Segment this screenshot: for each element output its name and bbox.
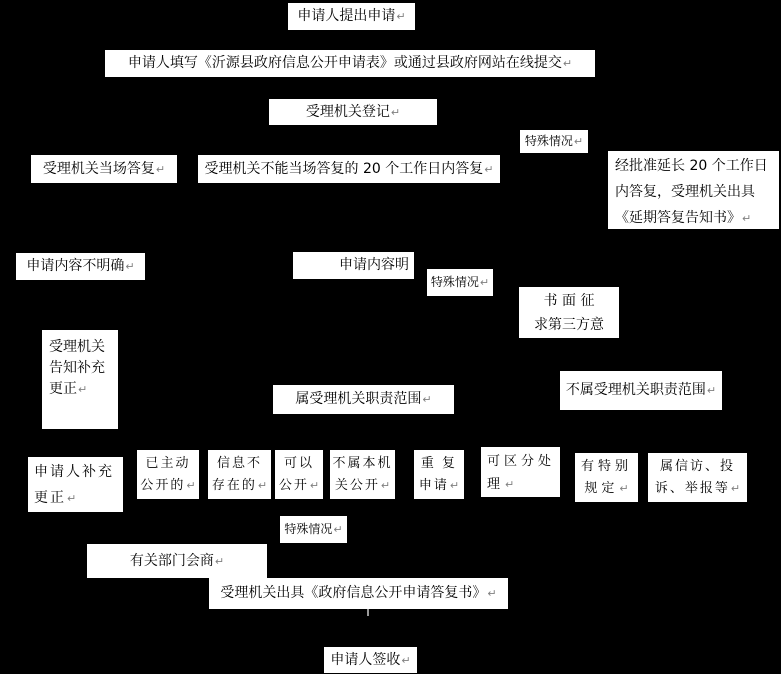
node-label: 申请内容不明确 xyxy=(26,258,125,274)
node-label: 申请人补充 更正 xyxy=(34,464,114,506)
return-mark-icon: ↵ xyxy=(401,653,411,667)
flow-node-can-be-disclosed xyxy=(275,450,323,499)
return-mark-icon: ↵ xyxy=(186,478,196,492)
return-mark-icon: ↵ xyxy=(706,384,717,397)
return-mark-icon: ↵ xyxy=(390,105,401,119)
flow-label-special-case-1 xyxy=(520,130,588,153)
return-mark-icon: ↵ xyxy=(78,383,88,396)
return-mark-icon: ↵ xyxy=(214,554,225,568)
return-mark-icon: ↵ xyxy=(309,478,320,492)
return-mark-icon: ↵ xyxy=(487,587,497,600)
connector-tick xyxy=(367,609,369,616)
node-label: 不属受理机关职责范围 xyxy=(565,382,706,398)
node-label: 不属本机 关公开 xyxy=(332,455,393,493)
flow-node-content-clear xyxy=(293,252,414,279)
return-mark-icon: ↵ xyxy=(449,478,460,492)
return-mark-icon: ↵ xyxy=(396,10,406,23)
flow-node-outside-authority-scope xyxy=(560,371,722,410)
return-mark-icon: ↵ xyxy=(742,212,752,225)
return-mark-icon: ↵ xyxy=(155,162,166,176)
return-mark-icon: ↵ xyxy=(380,478,391,492)
flow-node-information-not-exist xyxy=(208,450,271,499)
flow-node-approved-extension-notice xyxy=(608,151,779,229)
node-label: 特殊情况 xyxy=(524,134,573,148)
node-label: 已主动 公开的 xyxy=(140,455,191,493)
return-mark-icon: ↵ xyxy=(484,162,494,176)
node-label: 申请人填写《沂源县政府信息公开申请表》或通过县政府网站在线提交 xyxy=(127,55,562,71)
node-label: 信息不 存在的 xyxy=(211,455,262,493)
flow-node-already-proactively-disclosed xyxy=(137,450,199,499)
flow-node-separable-handling xyxy=(481,447,560,497)
return-mark-icon: ↵ xyxy=(125,260,135,273)
flow-node-repeated-application xyxy=(414,450,464,499)
return-mark-icon: ↵ xyxy=(505,478,515,491)
return-mark-icon: ↵ xyxy=(730,481,741,495)
flow-node-content-unclear xyxy=(16,253,145,280)
flow-node-written-third-party-opinion xyxy=(519,287,619,338)
node-label: 经批准延长 20 个工作日 内答复，受理机关出具 《延期答复告知书》 xyxy=(615,158,768,226)
node-label: 申请人签收 xyxy=(330,651,401,668)
flow-node-fill-application-form xyxy=(105,50,595,77)
return-mark-icon: ↵ xyxy=(67,492,77,505)
return-mark-icon: ↵ xyxy=(619,481,629,495)
node-label: 申请内容明 xyxy=(339,257,409,273)
node-label: 申请人提出申请 xyxy=(297,8,396,24)
node-label: 受理机关 告知补充 更正 xyxy=(49,339,105,397)
flow-label-special-case-3 xyxy=(280,516,347,543)
flow-node-special-regulations xyxy=(575,453,638,502)
return-mark-icon: ↵ xyxy=(562,57,573,70)
flow-node-not-this-authority-disclosure xyxy=(330,450,395,499)
node-label: 属信访、投 诉、举报等 xyxy=(654,458,735,496)
return-mark-icon: ↵ xyxy=(573,135,584,148)
flow-node-within-authority-scope xyxy=(273,385,454,414)
node-label: 受理机关当场答复 xyxy=(42,160,155,177)
return-mark-icon: ↵ xyxy=(257,478,268,492)
node-label: 书 面 征 求第三方意 xyxy=(534,292,604,333)
flow-node-petition-complaint-report xyxy=(648,453,747,502)
return-mark-icon: ↵ xyxy=(333,523,343,536)
node-label: 特殊情况 xyxy=(430,275,479,289)
flow-node-applicant-supplement-correction xyxy=(28,457,123,512)
node-label: 受理机关登记 xyxy=(305,103,390,120)
flow-node-issue-reply-document xyxy=(209,578,508,609)
return-mark-icon: ↵ xyxy=(479,276,490,289)
node-label: 特殊情况 xyxy=(284,522,333,536)
flow-node-notify-supplement-correction xyxy=(42,330,118,429)
flow-node-departments-consultation xyxy=(87,544,267,578)
return-mark-icon: ↵ xyxy=(422,393,432,406)
node-label: 重 复 申请 xyxy=(418,455,458,493)
node-label: 可以 公开 xyxy=(278,455,314,493)
node-label: 受理机关不能当场答复的 20 个工作日内答复 xyxy=(204,160,484,177)
flow-node-onspot-reply xyxy=(31,155,177,183)
node-label: 可区分处 理 xyxy=(487,454,556,492)
node-label: 属受理机关职责范围 xyxy=(295,391,422,407)
flow-label-special-case-2 xyxy=(427,269,493,296)
flow-node-accepting-authority-register xyxy=(269,99,437,125)
flow-node-applicant-sign-receipt xyxy=(324,647,417,673)
flow-node-applicant-submit xyxy=(288,3,415,30)
node-label: 有关部门会商 xyxy=(129,552,214,569)
node-label: 有特别 规定 xyxy=(580,458,632,496)
node-label: 受理机关出具《政府信息公开申请答复书》 xyxy=(220,585,487,601)
flow-node-reply-within-20-workdays xyxy=(198,155,500,183)
